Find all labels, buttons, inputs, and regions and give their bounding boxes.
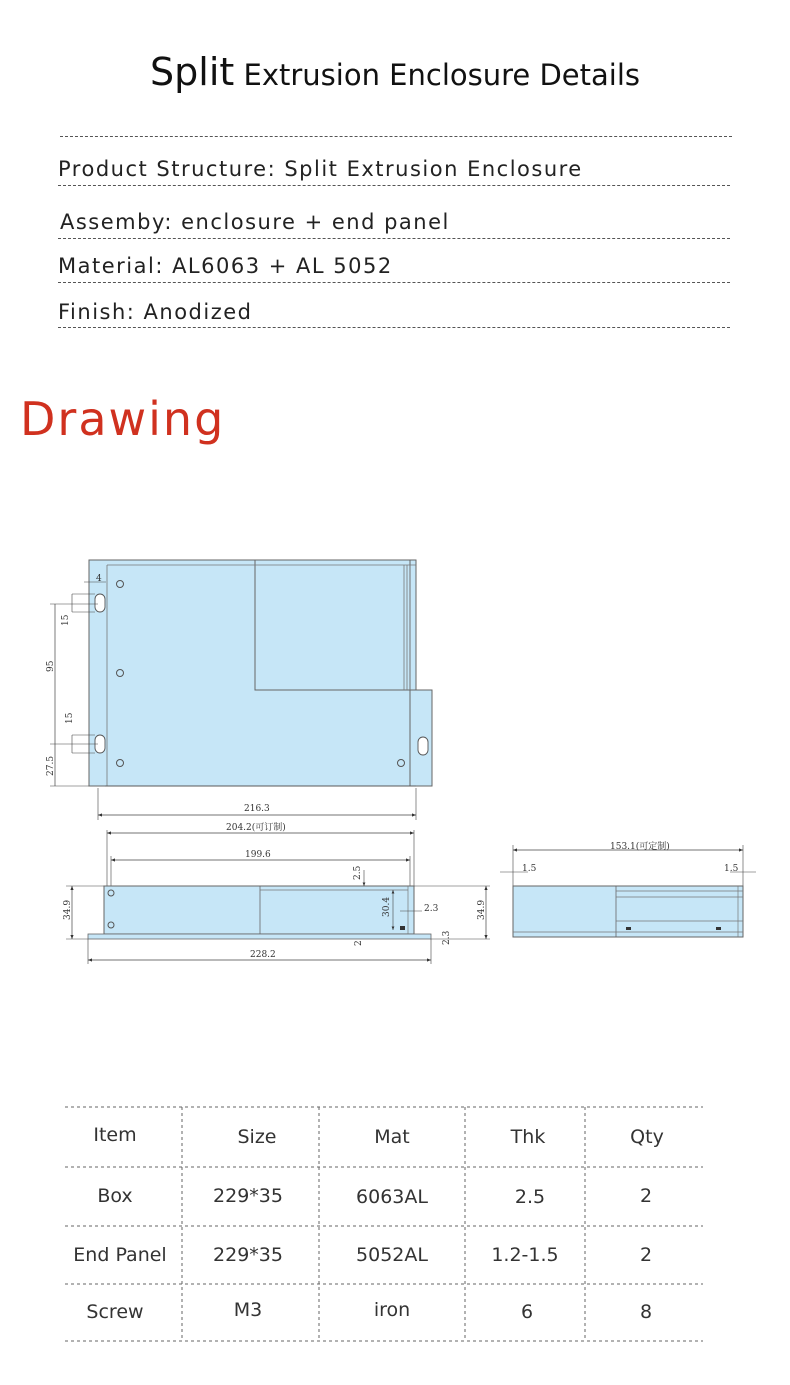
dim-199-6: 199.6 (245, 850, 271, 860)
drawing-heading: Drawing (20, 392, 226, 446)
table-cell-size: 229*35 (213, 1244, 283, 1266)
table-cell-mat: 6063AL (356, 1186, 428, 1208)
side-view (500, 840, 756, 937)
dim-1-5-left: 1.5 (522, 864, 537, 874)
dim-2-3-b: 2.3 (442, 930, 452, 945)
title-rest: Extrusion Enclosure Details (243, 58, 640, 92)
title-split: Split (150, 50, 235, 94)
dim-153-1: 153.1(可定制) (610, 842, 670, 852)
dim-15-top: 15 (61, 614, 71, 626)
table-cell-item: End Panel (73, 1244, 167, 1266)
table-header-mat: Mat (374, 1126, 410, 1148)
top-view (46, 560, 432, 820)
front-view (63, 821, 490, 964)
table-cell-mat: iron (373, 1299, 411, 1321)
dim-2: 2 (354, 940, 364, 946)
table-header-size: Size (237, 1126, 277, 1148)
table-cell-size: 229*35 (213, 1185, 283, 1207)
dim-1-5-right: 1.5 (724, 864, 739, 874)
dim-95: 95 (46, 660, 56, 672)
dim-2-5: 2.5 (353, 865, 363, 880)
table-cell-qty: 8 (639, 1301, 653, 1323)
table-cell-thk: 2.5 (514, 1186, 546, 1208)
table-cell-thk: 6 (520, 1301, 534, 1323)
table-cell-mat: 5052AL (356, 1244, 428, 1266)
dim-2-3-a: 2.3 (424, 904, 439, 914)
table-header-qty: Qty (630, 1126, 664, 1148)
dim-27-5: 27.5 (46, 755, 56, 776)
table-cell-qty: 2 (639, 1185, 653, 1207)
table-cell-thk: 1.2-1.5 (491, 1244, 559, 1266)
dim-15-bottom: 15 (65, 712, 75, 724)
table-header-thk: Thk (510, 1126, 546, 1148)
table-header-item: Item (93, 1124, 137, 1146)
dim-4: 4 (96, 574, 102, 584)
dim-216-3: 216.3 (244, 804, 270, 814)
dim-30-4: 30.4 (382, 896, 392, 917)
table-cell-item: Screw (86, 1301, 144, 1323)
dim-228-2: 228.2 (250, 950, 276, 960)
spec-assembly: Assemby: enclosure + end panel (60, 210, 450, 234)
dim-34-9-right: 34.9 (477, 899, 487, 920)
spec-material: Material: AL6063 + AL 5052 (58, 254, 393, 278)
dim-204-2: 204.2(可订制) (226, 823, 286, 833)
spec-table (65, 1106, 703, 1342)
spec-finish: Finish: Anodized (58, 300, 253, 324)
table-cell-size: M3 (233, 1299, 263, 1321)
spec-structure: Product Structure: Split Extrusion Enclosure (58, 157, 583, 181)
table-cell-qty: 2 (639, 1244, 653, 1266)
dim-34-9-left: 34.9 (63, 899, 73, 920)
table-cell-item: Box (97, 1185, 133, 1207)
